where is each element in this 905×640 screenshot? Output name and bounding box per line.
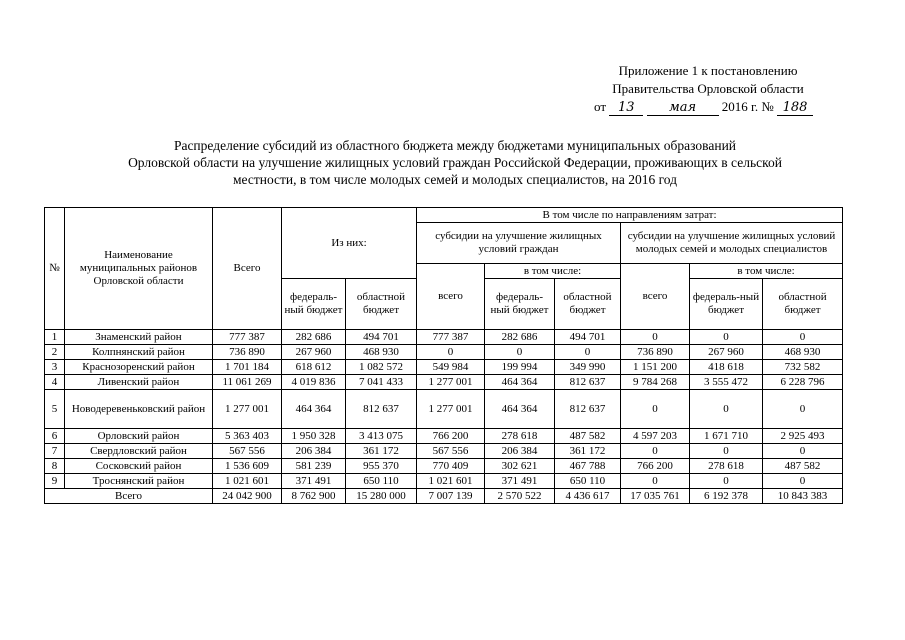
district-name: Знаменский район bbox=[65, 330, 213, 345]
totals-young-federal: 6 192 378 bbox=[690, 489, 763, 504]
totals-citizens-regional: 4 436 617 bbox=[555, 489, 621, 504]
cell-young-federal: 3 555 472 bbox=[690, 375, 763, 390]
title-line-1: Распределение субсидий из областного бюджета между бюджетами муниципальных образований bbox=[173, 138, 737, 153]
cell-citizens-regional: 487 582 bbox=[555, 429, 621, 444]
cell-total: 1 021 601 bbox=[213, 474, 282, 489]
cell-federal: 282 686 bbox=[282, 330, 346, 345]
cell-citizens-all: 766 200 bbox=[417, 429, 485, 444]
header-including-by-direction: В том числе по направлениям затрат: bbox=[417, 208, 843, 223]
table-body bbox=[45, 330, 843, 489]
table-row bbox=[45, 390, 843, 429]
table-row bbox=[45, 459, 843, 474]
cell-citizens-all: 777 387 bbox=[417, 330, 485, 345]
cell-young-federal: 267 960 bbox=[690, 345, 763, 360]
cell-young-all: 1 151 200 bbox=[621, 360, 690, 375]
totals-citizens-federal: 2 570 522 bbox=[485, 489, 555, 504]
date-year: 2016 г. № bbox=[721, 99, 774, 114]
totals-young-all: 17 035 761 bbox=[621, 489, 690, 504]
totals-total: 24 042 900 bbox=[213, 489, 282, 504]
cell-citizens-regional: 650 110 bbox=[555, 474, 621, 489]
row-number: 1 bbox=[45, 330, 65, 345]
header-young-federal: федераль-ный бюджет bbox=[690, 279, 763, 330]
cell-regional: 1 082 572 bbox=[346, 360, 417, 375]
cell-young-all: 0 bbox=[621, 390, 690, 429]
table-row bbox=[45, 444, 843, 459]
table-row bbox=[45, 429, 843, 444]
cell-federal: 464 364 bbox=[282, 390, 346, 429]
cell-young-regional: 487 582 bbox=[763, 459, 843, 474]
cell-citizens-federal: 206 384 bbox=[485, 444, 555, 459]
cell-citizens-federal: 464 364 bbox=[485, 375, 555, 390]
cell-citizens-regional: 361 172 bbox=[555, 444, 621, 459]
totals-citizens-all: 7 007 139 bbox=[417, 489, 485, 504]
district-name: Троснянский район bbox=[65, 474, 213, 489]
cell-young-regional: 732 582 bbox=[763, 360, 843, 375]
cell-citizens-federal: 282 686 bbox=[485, 330, 555, 345]
totals-row bbox=[45, 489, 843, 504]
header-citizens-federal: федераль-ный бюджет bbox=[485, 279, 555, 330]
header-citizens-subsidy: субсидии на улучшение жилищных условий граждан bbox=[417, 223, 621, 264]
date-prefix: от bbox=[594, 99, 607, 114]
cell-young-all: 0 bbox=[621, 330, 690, 345]
totals-federal: 8 762 900 bbox=[282, 489, 346, 504]
table-row bbox=[45, 360, 843, 375]
cell-young-federal: 0 bbox=[690, 444, 763, 459]
cell-citizens-regional: 812 637 bbox=[555, 375, 621, 390]
cell-citizens-federal: 278 618 bbox=[485, 429, 555, 444]
totals-young-regional: 10 843 383 bbox=[763, 489, 843, 504]
cell-young-regional: 2 925 493 bbox=[763, 429, 843, 444]
cell-federal: 581 239 bbox=[282, 459, 346, 474]
cell-citizens-all: 549 984 bbox=[417, 360, 485, 375]
header-regional: областной бюджет bbox=[346, 279, 417, 330]
totals-regional: 15 280 000 bbox=[346, 489, 417, 504]
handwritten-month: мая bbox=[647, 101, 719, 116]
header-citizens-all: всего bbox=[417, 264, 485, 330]
header-including-2: в том числе: bbox=[690, 264, 843, 279]
cell-young-all: 736 890 bbox=[621, 345, 690, 360]
cell-regional: 7 041 433 bbox=[346, 375, 417, 390]
header-of-which: Из них: bbox=[282, 208, 417, 279]
row-number: 6 bbox=[45, 429, 65, 444]
header-citizens-regional: областной бюджет bbox=[555, 279, 621, 330]
cell-citizens-federal: 302 621 bbox=[485, 459, 555, 474]
cell-citizens-regional: 0 bbox=[555, 345, 621, 360]
cell-young-federal: 0 bbox=[690, 330, 763, 345]
table-row bbox=[45, 474, 843, 489]
cell-total: 11 061 269 bbox=[213, 375, 282, 390]
cell-citizens-regional: 349 990 bbox=[555, 360, 621, 375]
cell-young-regional: 0 bbox=[763, 474, 843, 489]
header-num: № bbox=[45, 208, 65, 330]
cell-young-regional: 0 bbox=[763, 390, 843, 429]
cell-total: 736 890 bbox=[213, 345, 282, 360]
cell-citizens-all: 1 277 001 bbox=[417, 375, 485, 390]
header-young-regional: областной бюджет bbox=[763, 279, 843, 330]
row-number: 9 bbox=[45, 474, 65, 489]
cell-total: 1 536 609 bbox=[213, 459, 282, 474]
cell-total: 1 277 001 bbox=[213, 390, 282, 429]
cell-young-regional: 0 bbox=[763, 330, 843, 345]
cell-federal: 1 950 328 bbox=[282, 429, 346, 444]
cell-citizens-all: 567 556 bbox=[417, 444, 485, 459]
appendix-header bbox=[588, 62, 828, 116]
header-federal: федераль-ный бюджет bbox=[282, 279, 346, 330]
cell-citizens-regional: 494 701 bbox=[555, 330, 621, 345]
cell-regional: 812 637 bbox=[346, 390, 417, 429]
cell-federal: 206 384 bbox=[282, 444, 346, 459]
cell-young-regional: 468 930 bbox=[763, 345, 843, 360]
cell-regional: 955 370 bbox=[346, 459, 417, 474]
cell-federal: 618 612 bbox=[282, 360, 346, 375]
district-name: Краснозоренский район bbox=[65, 360, 213, 375]
row-number: 7 bbox=[45, 444, 65, 459]
appendix-line-1: Приложение 1 к постановлению bbox=[618, 63, 798, 78]
document-title bbox=[60, 137, 850, 188]
cell-young-federal: 278 618 bbox=[690, 459, 763, 474]
cell-regional: 361 172 bbox=[346, 444, 417, 459]
title-line-2: Орловской области на улучшение жилищных условий граждан Российской Федерации, проживающих в сельской bbox=[128, 155, 782, 170]
cell-young-federal: 0 bbox=[690, 474, 763, 489]
cell-federal: 4 019 836 bbox=[282, 375, 346, 390]
cell-young-regional: 0 bbox=[763, 444, 843, 459]
subsidy-table bbox=[44, 207, 843, 504]
cell-citizens-all: 0 bbox=[417, 345, 485, 360]
district-name: Свердловский район bbox=[65, 444, 213, 459]
header-including-1: в том числе: bbox=[485, 264, 621, 279]
district-name: Ливенский район bbox=[65, 375, 213, 390]
cell-regional: 468 930 bbox=[346, 345, 417, 360]
cell-total: 567 556 bbox=[213, 444, 282, 459]
row-number: 8 bbox=[45, 459, 65, 474]
cell-young-federal: 0 bbox=[690, 390, 763, 429]
handwritten-day: 13 bbox=[609, 101, 643, 116]
cell-citizens-regional: 467 788 bbox=[555, 459, 621, 474]
row-number: 2 bbox=[45, 345, 65, 360]
cell-total: 1 701 184 bbox=[213, 360, 282, 375]
cell-young-all: 766 200 bbox=[621, 459, 690, 474]
table-row bbox=[45, 330, 843, 345]
title-line-3: местности, в том числе молодых семей и молодых специалистов, на 2016 год bbox=[232, 172, 678, 187]
cell-young-federal: 418 618 bbox=[690, 360, 763, 375]
cell-citizens-all: 1 021 601 bbox=[417, 474, 485, 489]
cell-young-all: 0 bbox=[621, 474, 690, 489]
table-row bbox=[45, 345, 843, 360]
district-name: Новодеревеньковский район bbox=[65, 390, 213, 429]
cell-young-federal: 1 671 710 bbox=[690, 429, 763, 444]
appendix-date-line bbox=[588, 98, 828, 116]
cell-young-all: 0 bbox=[621, 444, 690, 459]
cell-regional: 3 413 075 bbox=[346, 429, 417, 444]
header-young-all: всего bbox=[621, 264, 690, 330]
cell-regional: 494 701 bbox=[346, 330, 417, 345]
cell-citizens-federal: 464 364 bbox=[485, 390, 555, 429]
cell-citizens-regional: 812 637 bbox=[555, 390, 621, 429]
district-name: Сосковский район bbox=[65, 459, 213, 474]
cell-young-all: 9 784 268 bbox=[621, 375, 690, 390]
handwritten-number: 188 bbox=[777, 101, 813, 116]
row-number: 4 bbox=[45, 375, 65, 390]
cell-young-all: 4 597 203 bbox=[621, 429, 690, 444]
cell-total: 5 363 403 bbox=[213, 429, 282, 444]
cell-federal: 267 960 bbox=[282, 345, 346, 360]
cell-regional: 650 110 bbox=[346, 474, 417, 489]
cell-citizens-federal: 371 491 bbox=[485, 474, 555, 489]
district-name: Колпнянский район bbox=[65, 345, 213, 360]
header-total: Всего bbox=[213, 208, 282, 330]
cell-young-regional: 6 228 796 bbox=[763, 375, 843, 390]
cell-citizens-federal: 199 994 bbox=[485, 360, 555, 375]
cell-citizens-federal: 0 bbox=[485, 345, 555, 360]
appendix-line-2: Правительства Орловской области bbox=[612, 81, 804, 96]
row-number: 3 bbox=[45, 360, 65, 375]
header-name: Наименование муниципальных районов Орловской области bbox=[65, 208, 213, 330]
header-young-subsidy: субсидии на улучшение жилищных условий молодых семей и молодых специалистов bbox=[621, 223, 843, 264]
cell-citizens-all: 770 409 bbox=[417, 459, 485, 474]
cell-federal: 371 491 bbox=[282, 474, 346, 489]
cell-total: 777 387 bbox=[213, 330, 282, 345]
row-number: 5 bbox=[45, 390, 65, 429]
district-name: Орловский район bbox=[65, 429, 213, 444]
cell-citizens-all: 1 277 001 bbox=[417, 390, 485, 429]
totals-label: Всего bbox=[45, 489, 213, 504]
table-row bbox=[45, 375, 843, 390]
